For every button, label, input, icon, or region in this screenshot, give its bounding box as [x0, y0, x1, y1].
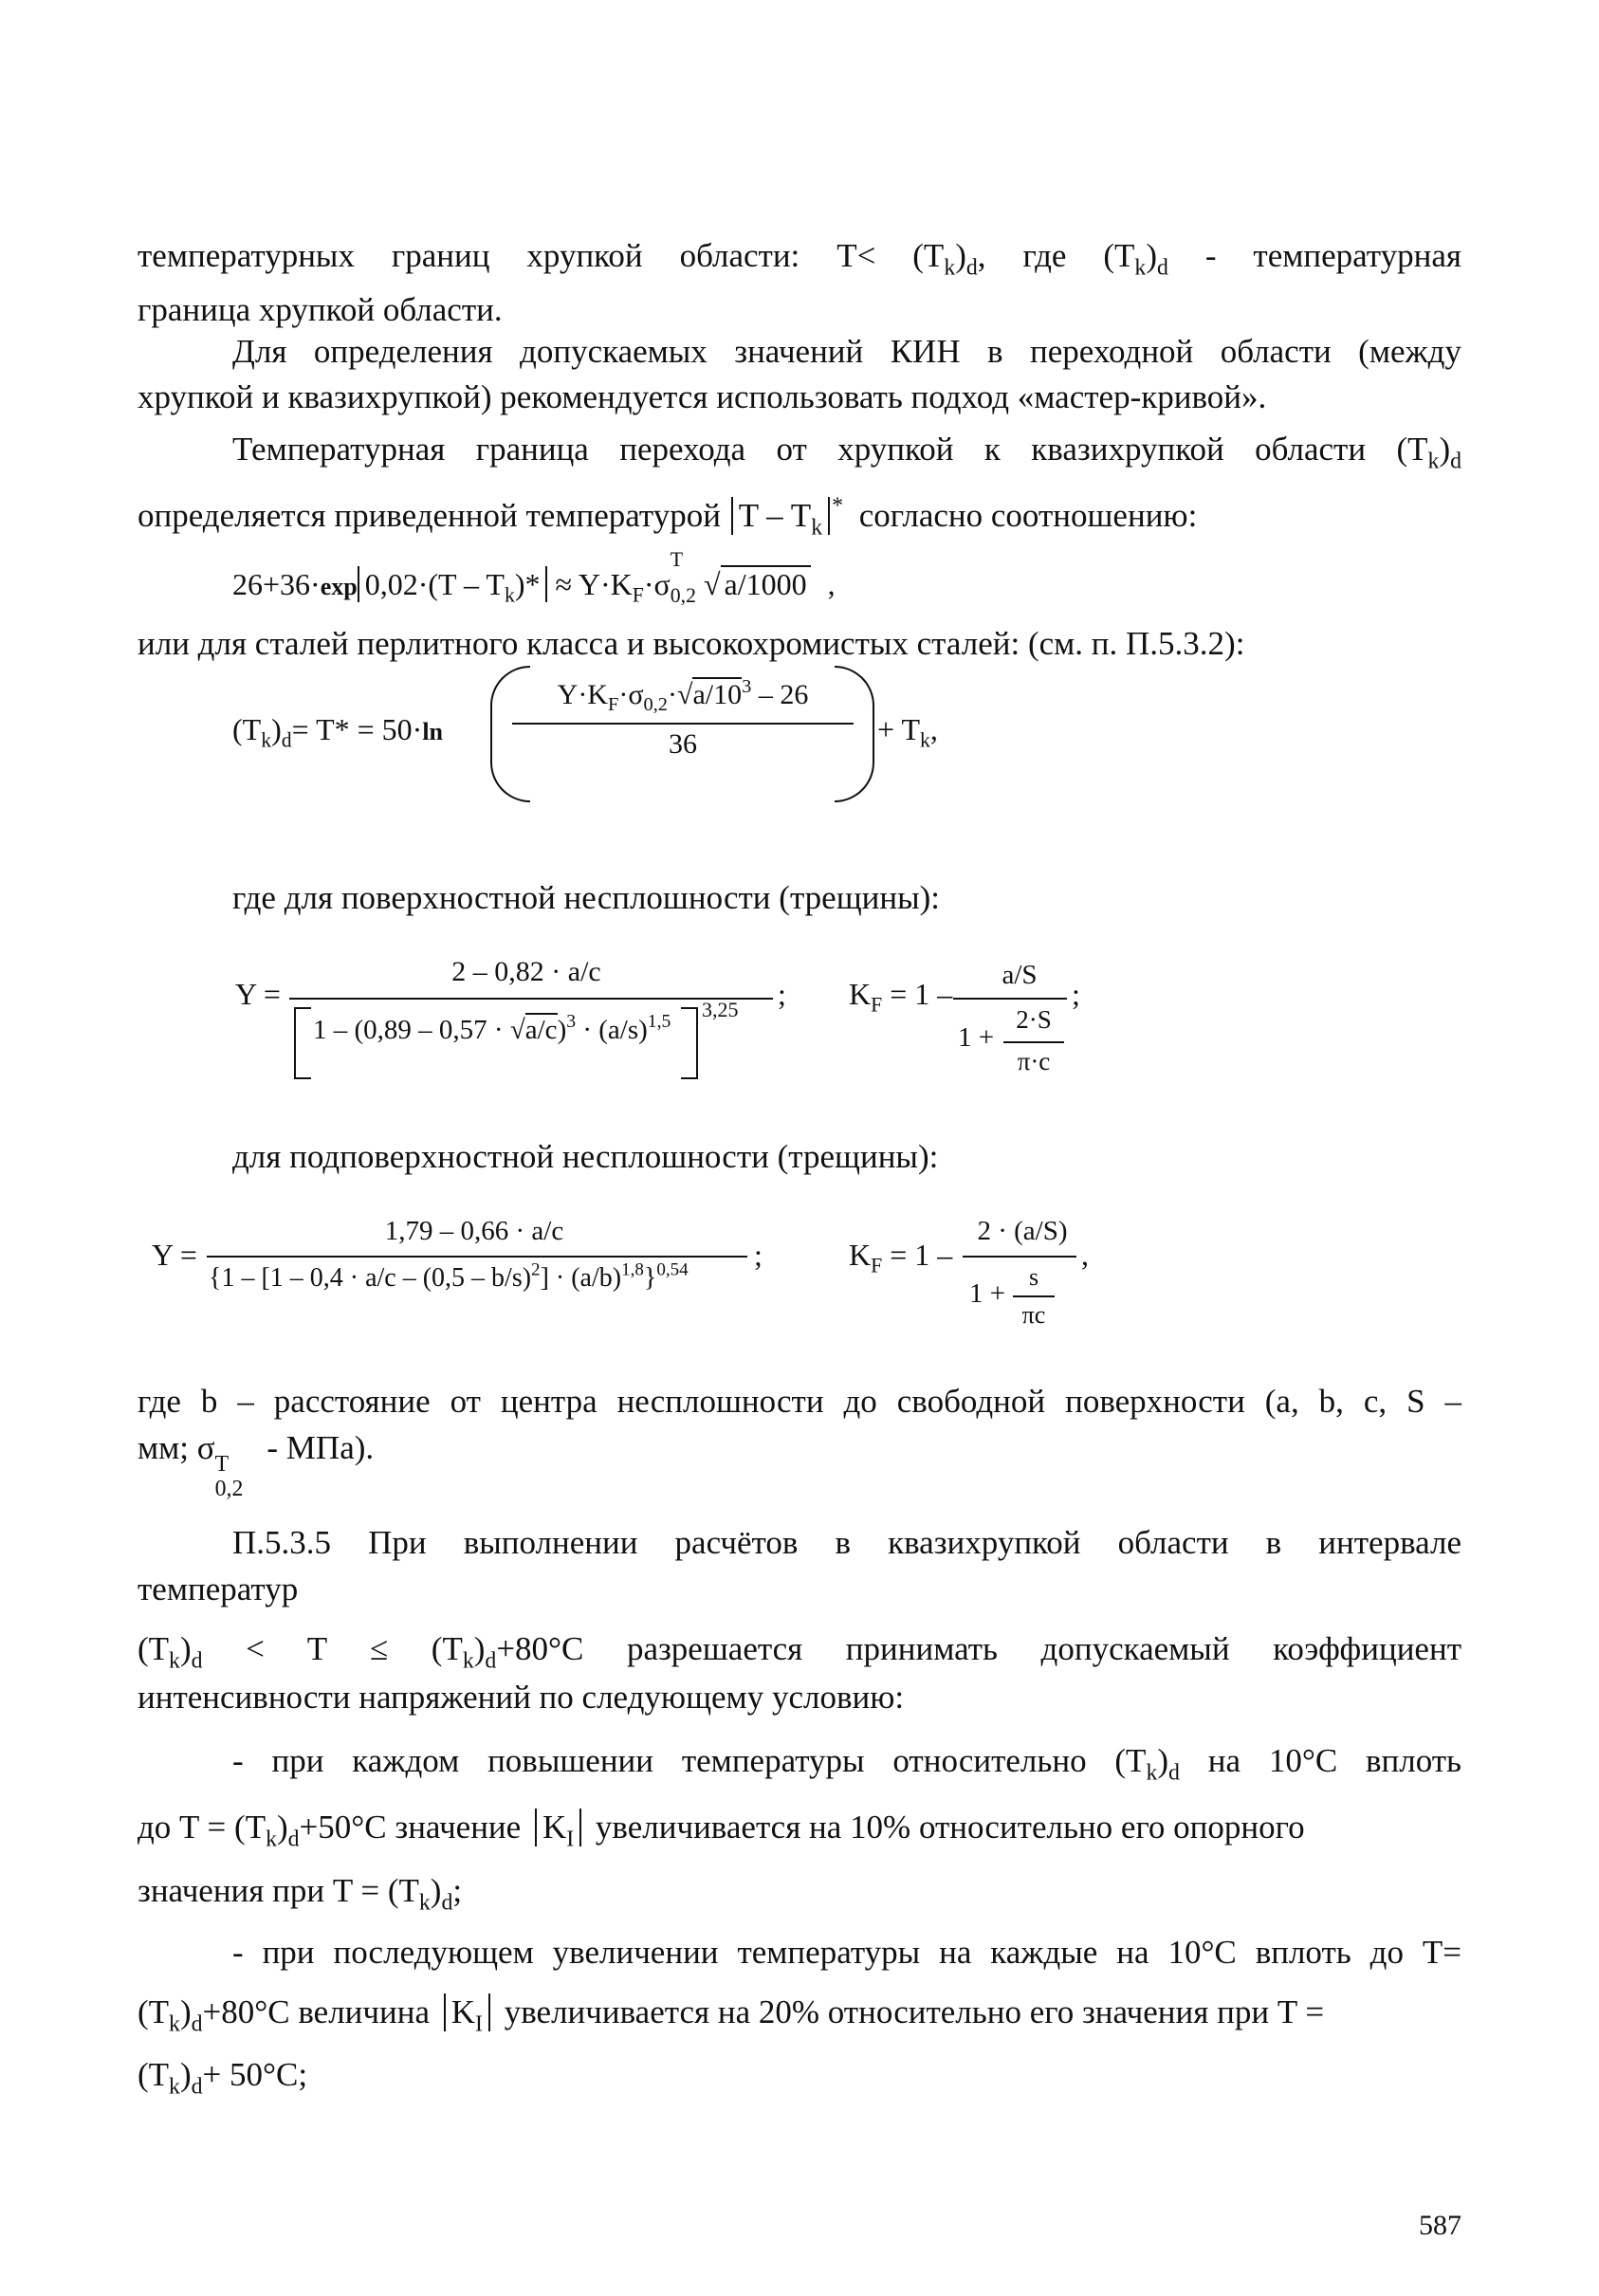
eq3-kf-bar	[953, 998, 1067, 1000]
eq3-separator: ;	[778, 977, 786, 1011]
eq3-fraction-bar	[289, 998, 773, 1000]
eq3-kf-separator: ;	[1072, 977, 1080, 1011]
eq2-fraction-bar	[512, 723, 854, 725]
eq3-left-bracket	[294, 1007, 311, 1079]
eq3-denominator: $1 - (0,89 - 0,57 \cdot √a/c)^3 \cdot (a/s)^{1,5}$	[313, 1011, 671, 1045]
eq4-kf-separator: ,	[1081, 1238, 1089, 1272]
para1-line1: температурных границ хрупкой области: $T< (T_k)_d$, где $(T_k)_d$ - температурная	[138, 237, 1461, 281]
eq4-kf-den-numerator: s	[1028, 1263, 1039, 1291]
para5-line1: где для поверхностной несплошности (трещины):	[232, 879, 941, 916]
eq3-kf-numerator: a/S	[1002, 960, 1038, 990]
para3-line2: определяется приведенной температурой T – $T_k^*$ согласно соотношению:	[138, 493, 1198, 541]
para7-line2: мм; σ T 0,2 - МПа).	[138, 1429, 375, 1501]
eq4-kf: $K_F = 1$ –	[849, 1238, 953, 1277]
eq3-y: Y =	[235, 977, 281, 1011]
eq4-numerator: 1,79 – 0,66 · a/c	[384, 1216, 564, 1246]
eq3-kf-den-numerator: 2·S	[1016, 1005, 1052, 1034]
para2-line2: хрупкой и квазихрупкой) рекомендуется использовать подход «мастер-кривой».	[138, 378, 1267, 415]
eq2-right-paren	[835, 666, 874, 802]
eq2-numerator: $Y\cdot K_F\cdot\sigma_{0,2}\cdot√a/10^3 - 26$	[557, 675, 809, 716]
eq3-right-bracket	[681, 1007, 698, 1079]
eq3-numerator: 2 – 0,82 · a/c	[451, 956, 601, 987]
para9-line3: значения при $T = (T_k)_d$;	[138, 1872, 463, 1916]
para3-line1: Температурная граница перехода от хрупкой к квазихрупкой области $(T_k)_d$	[232, 431, 1461, 474]
para10-line2: $(T_k)_d+80^\circ C$ величина $K_I$ увеличивается на 20% относительно его значения при T =	[138, 1993, 1325, 2037]
para1-line2: граница хрупкой области.	[138, 291, 503, 328]
page-number: 587	[1419, 2210, 1461, 2241]
eq2-tail: + $T_k$,	[877, 712, 938, 752]
para6-line1: для подповерхностной несплошности (трещины):	[232, 1138, 939, 1175]
eq4-kf-numerator: 2 · (a/S)	[977, 1216, 1068, 1246]
eq3-kf-den-denominator: π·c	[1017, 1047, 1051, 1075]
eq4-y: Y =	[152, 1238, 197, 1272]
eq4-separator: ;	[754, 1238, 763, 1272]
eq4-kf-den-bar	[1013, 1295, 1055, 1297]
eq2-denominator: 36	[669, 728, 697, 760]
equation-2-lhs: $(T_k)_d= T* = 50\cdot\ln$	[232, 712, 444, 752]
eq4-kf-den-denominator: πc	[1021, 1301, 1046, 1329]
eq3-kf: $K_F = 1$ –	[849, 977, 953, 1017]
para8-line2: температур	[138, 1570, 299, 1607]
abs-k1-second: $K_I$	[444, 1993, 490, 2031]
para10-line3: $(T_k)_d+ 50^\circ C$;	[138, 2056, 308, 2100]
para8-line4: интенсивности напряжений по следующему условию:	[138, 1679, 905, 1716]
equation-1: 26+36·exp $0,02\cdot(T - T_k)* \approx Y\cdot K_F\cdot\sigma$ T $_{0,2}$ √ a/1000 ,	[232, 548, 836, 607]
para10-line1: - при последующем увеличении температуры на каждые на 10°C вплоть до T=	[232, 1934, 1461, 1971]
eq4-kf-bar	[963, 1256, 1076, 1258]
eq4-denominator: $\{1 - [1 - 0,4 \cdot a/c - (0,5 - b/s)^2] \cdot (a/b)^{1,8}\}^{0,54}$	[209, 1259, 689, 1293]
eq4-fraction-bar	[207, 1256, 747, 1258]
para4-line1: или для сталей перлитного класса и высокохромистых сталей: (см. п. П.5.3.2):	[138, 625, 1245, 662]
para8-line3: $(T_k)_d < T \le (T_k)_d+80^\circ C$ разрешается принимать допускаемый коэффициент	[138, 1630, 1461, 1674]
eq4-kf-den-prefix: 1 +	[969, 1278, 1006, 1309]
eq3-power: 3,25	[702, 998, 739, 1021]
para8-line1: П.5.3.5 При выполнении расчётов в квазихрупкой области в интервале	[232, 1524, 1461, 1561]
eq3-kf-den-prefix: 1 +	[958, 1022, 995, 1053]
para9-line2: до $T = (T_k)_d+50^\circ C$ значение $K_I$ увеличивается на 10% относительно его опорного	[138, 1809, 1305, 1852]
abs-k1: $K_I$	[535, 1809, 581, 1846]
para2-line1: Для определения допускаемых значений КИН в переходной области (между	[232, 333, 1461, 370]
para7-line1: где b – расстояние от центра несплошности до свободной поверхности (a, b, c, S –	[138, 1383, 1461, 1420]
para9-line1: - при каждом повышении температуры относительно $(T_k)_d$ на 10°C вплоть	[232, 1742, 1461, 1786]
eq3-kf-den-bar	[1003, 1041, 1064, 1043]
abs-temperature: T – $T_k$	[731, 497, 830, 535]
